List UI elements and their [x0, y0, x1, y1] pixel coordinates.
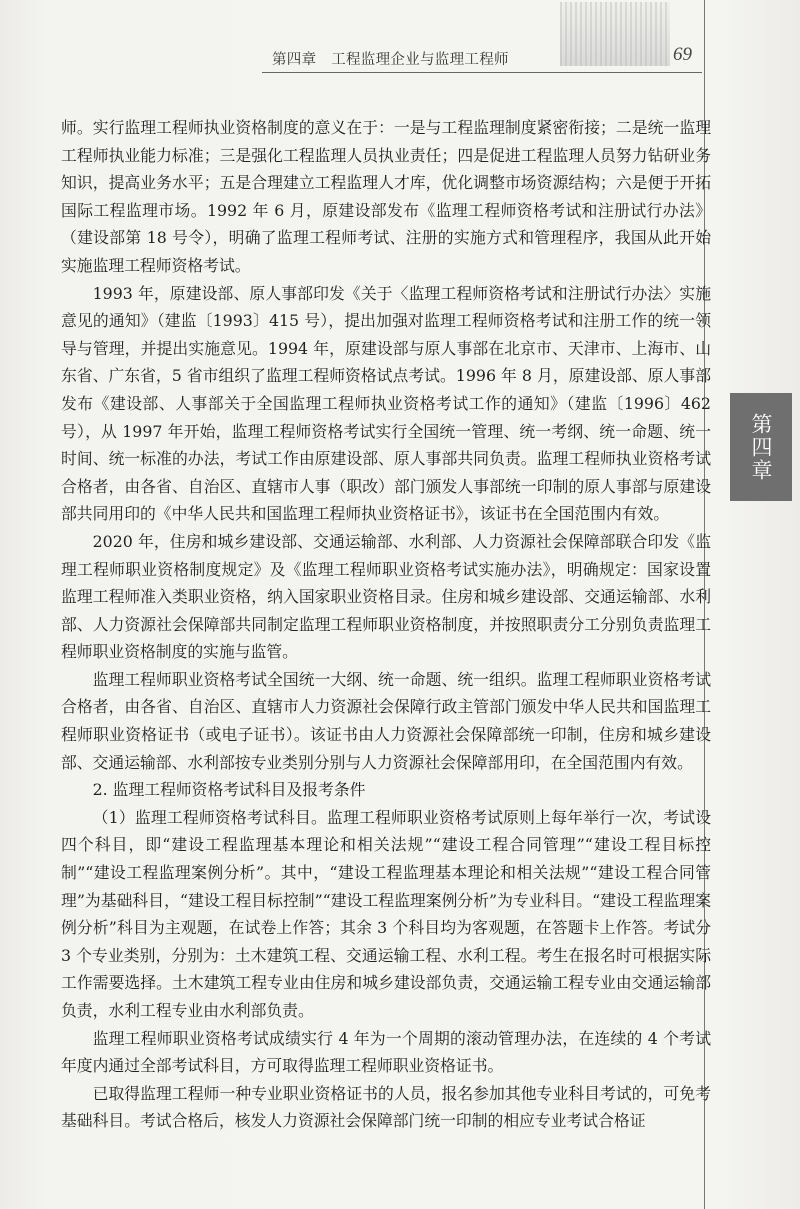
page-number: 69: [673, 44, 692, 65]
paragraph: 师。实行监理工程师执业资格制度的意义在于：一是与工程监理制度紧密衔接；二是统一监理工程师执业能力标准；三是强化工程监理人员执业责任；四是促进工程监理人员努力钻研业务知识，提高业务水平；五是合理建立工程监理人才库，优化调整市场资源结构；六是便于开拓国际工程监理市场。1992 年 6 月，原建设部发布《监理工程师资格考试和注册试行办法》（建设部第 18 号令），明确了监理工程师考试、注册的实施方式和管理程序，我国从此开始实施监理工程师资格考试。: [61, 118, 711, 275]
header-divider: [262, 72, 702, 73]
section-heading: 2. 监理工程师资格考试科目及报考条件: [92, 780, 366, 800]
chapter-side-tab: [730, 393, 792, 501]
paragraph: 监理工程师职业资格考试全国统一大纲、统一命题、统一组织。监理工程师职业资格考试合格者，由各省、自治区、直辖市人力资源社会保障行政主管部门颁发中华人民共和国监理工程师职业资格证书（或电子证书）。该证书由人力资源社会保障部统一印制，住房和城乡建设部、交通运输部、水利部按专业类别分别与人力资源社会保障部用印，在全国范围内有效。: [61, 669, 711, 772]
paragraph: 已取得监理工程师一种专业职业资格证书的人员，报名参加其他专业科目考试的，可免考基础科目。考试合格后，核发人力资源社会保障部门统一印制的相应专业考试合格证: [61, 1083, 711, 1131]
body-text: [61, 114, 711, 1135]
chapter-title: 第四章 工程监理企业与监理工程师: [272, 52, 509, 68]
paragraph: 监理工程师职业资格考试成绩实行 4 年为一个周期的滚动管理办法，在连续的 4 个考试年度内通过全部考试科目，方可取得监理工程师职业资格证书。: [61, 1028, 711, 1076]
paragraph: （1）监理工程师资格考试科目。监理工程师职业资格考试原则上每年举行一次，考试设四个科目，即“建设工程监理基本理论和相关法规”“建设工程合同管理”“建设工程目标控制”“建设工程监理案例分析”。其中，“建设工程监理基本理论和相关法规”“建设工程合同管理”为基础科目，“建设工程目标控制”“建设工程监理案例分析”为专业科目。“建设工程监理案例分析”科目为主观题，在试卷上作答；其余 3 个科目均为客观题，在答题卡上作答。考试分 3 个专业类别，分别为：土木建筑工程、交通运输工程、水利工程。考生在报名时可根据实际工作需要选择。土木建筑工程专业由住房和城乡建设部负责，交通运输工程专业由交通运输部负责，水利工程专业由水利部负责。: [61, 807, 711, 1020]
paragraph: 1993 年，原建设部、原人事部印发《关于〈监理工程师资格考试和注册试行办法〉实施意见的通知》（建监〔1993〕415 号），提出加强对监理工程师资格考试和注册工作的统一领导与管理，并提出实施意见。1994 年，原建设部与原人事部在北京市、天津市、上海市、山东省、广东省，5 省市组织了监理工程师资格试点考试。1996 年 8 月，原建设部、原人事部发布《建设部、人事部关于全国监理工程师执业资格考试工作的通知》（建监〔1996〕462 号），从 1997 年开始，监理工程师资格考试实行全国统一管理、统一考纲、统一命题、统一时间、统一标准的办法，考试工作由原建设部、原人事部共同负责。监理工程师执业资格考试合格者，由各省、自治区、直辖市人事（职改）部门颁发人事部统一印制的原人事部与原建设部共同用印的《中华人民共和国监理工程师执业资格证书》，该证书在全国范围内有效。: [61, 283, 711, 524]
paragraph: 2020 年，住房和城乡建设部、交通运输部、水利部、人力资源社会保障部联合印发《监理工程师职业资格制度规定》及《监理工程师职业资格考试实施办法》，明确规定：国家设置监理工程师准入类职业资格，纳入国家职业资格目录。住房和城乡建设部、交通运输部、水利部、人力资源社会保障部共同制定监理工程师职业资格制度，并按照职责分工分别负责监理工程师职业资格制度的实施与监管。: [61, 531, 711, 662]
chapter-tab-label: 第四章: [749, 412, 773, 482]
running-header: [262, 44, 702, 72]
